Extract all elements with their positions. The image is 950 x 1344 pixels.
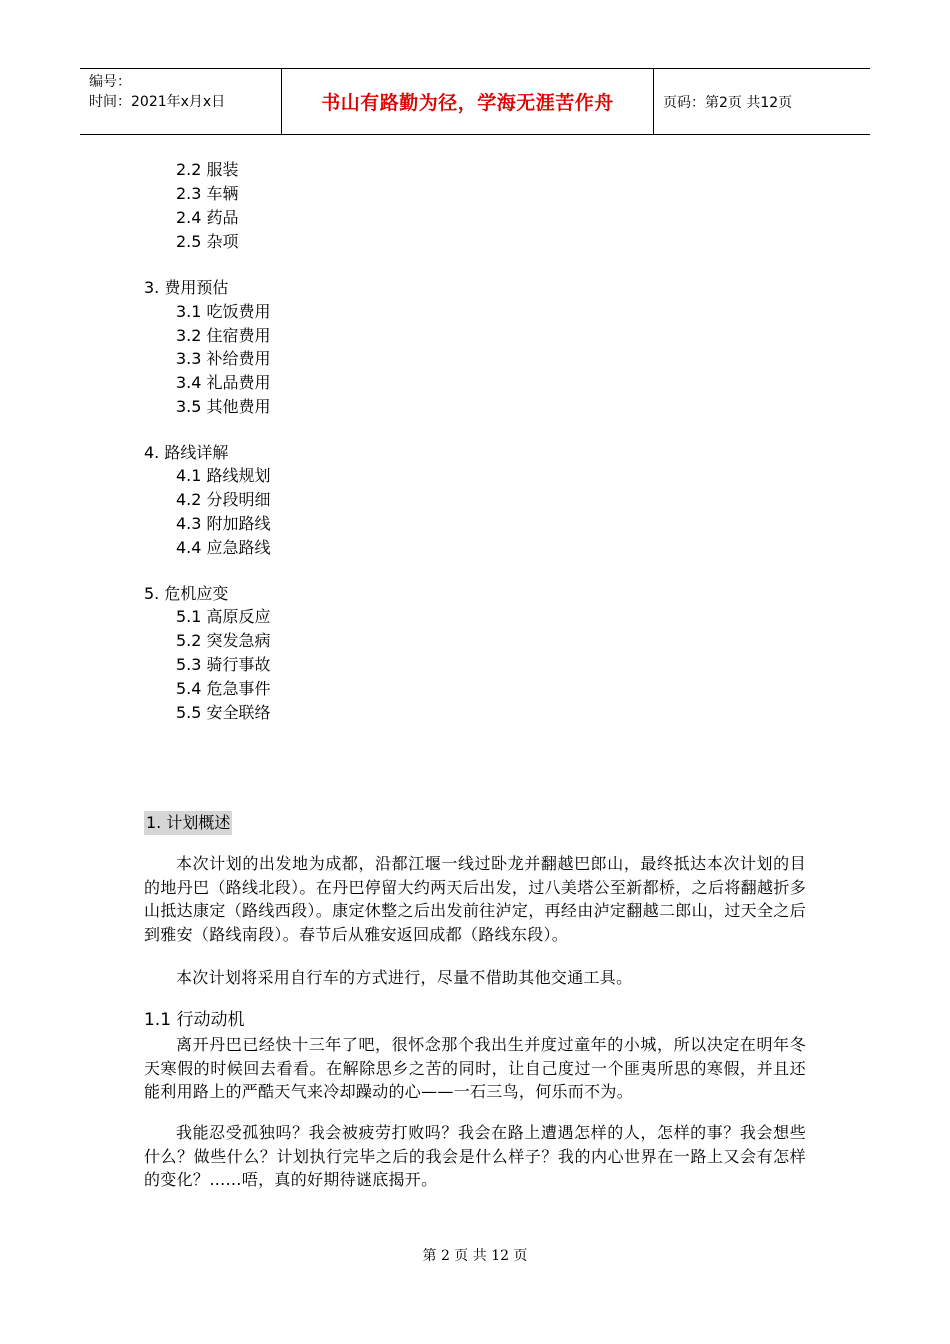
section-1-paragraph-2: 本次计划将采用自行车的方式进行，尽量不借助其他交通工具。 — [176, 968, 633, 987]
toc-item: 4.2 分段明细 — [176, 490, 271, 509]
header-page-info: 页码：第2页 共12页 — [663, 94, 793, 111]
page-footer: 第 2 页 共 12 页 — [422, 1248, 528, 1264]
toc-item: 5.5 安全联络 — [176, 703, 271, 722]
toc-item: 5.1 高原反应 — [176, 607, 271, 626]
toc-heading: 3. 费用预估 — [144, 278, 229, 297]
section-1-1-paragraph-2: 我能忍受孤独吗？我会被疲劳打败吗？我会在路上遭遇怎样的人，怎样的事？我会想些什么？做些什么？计划执行完毕之后的我会是什么样子？我的内心世界在一路上又会有怎样的变化？……唔，真的好期待谜底揭开。 — [144, 1123, 806, 1189]
toc-item: 5.3 骑行事故 — [176, 655, 271, 674]
toc-item: 4.4 应急路线 — [176, 538, 271, 557]
toc-item: 4.3 附加路线 — [176, 514, 271, 533]
header-number-label: 编号： — [89, 74, 131, 90]
header-motto-cell — [282, 69, 654, 134]
toc-item: 3.4 礼品费用 — [176, 373, 271, 392]
page-header — [80, 68, 870, 135]
toc-item: 3.3 补给费用 — [176, 349, 271, 368]
toc-item: 5.2 突发急病 — [176, 631, 271, 650]
toc-item: 3.1 吃饭费用 — [176, 302, 271, 321]
section-1-1-paragraph-1: 离开丹巴已经快十三年了吧，很怀念那个我出生并度过童年的小城，所以决定在明年冬天寒假的时候回去看看。在解除思乡之苦的同时，让自己度过一个匪夷所思的寒假，并且还能利用路上的严酷天气来冷却躁动的心——一石三鸟，何乐而不为。 — [144, 1035, 806, 1101]
toc-item: 4.1 路线规划 — [176, 466, 271, 485]
toc-heading: 4. 路线详解 — [144, 443, 229, 462]
header-meta — [80, 69, 282, 134]
toc-item: 2.2 服装 — [176, 160, 239, 179]
section-1-1-title: 1.1 行动动机 — [144, 1010, 245, 1030]
toc-item: 3.2 住宿费用 — [176, 326, 271, 345]
toc-item: 2.5 杂项 — [176, 232, 239, 251]
header-time-label: 时间：2021年x月x日 — [89, 94, 226, 110]
section-1-paragraph-1: 本次计划的出发地为成都，沿都江堰一线过卧龙并翻越巴郎山，最终抵达本次计划的目的地丹巴（路线北段）。在丹巴停留大约两天后出发，过八美塔公至新都桥，之后将翻越折多山抵达康定（路线西段）。康定休整之后出发前往泸定，再经由泸定翻越二郎山，过天全之后到雅安（路线南段）。春节后从雅安返回成都（路线东段）。 — [144, 854, 806, 944]
section-1-title: 1. 计划概述 — [144, 811, 232, 835]
toc-item: 3.5 其他费用 — [176, 397, 271, 416]
header-motto: 书山有路勤为径，学海无涯苦作舟 — [321, 92, 614, 114]
toc-heading: 5. 危机应变 — [144, 584, 229, 603]
toc-item: 5.4 危急事件 — [176, 679, 271, 698]
toc-item: 2.4 药品 — [176, 208, 239, 227]
toc-item: 2.3 车辆 — [176, 184, 239, 203]
